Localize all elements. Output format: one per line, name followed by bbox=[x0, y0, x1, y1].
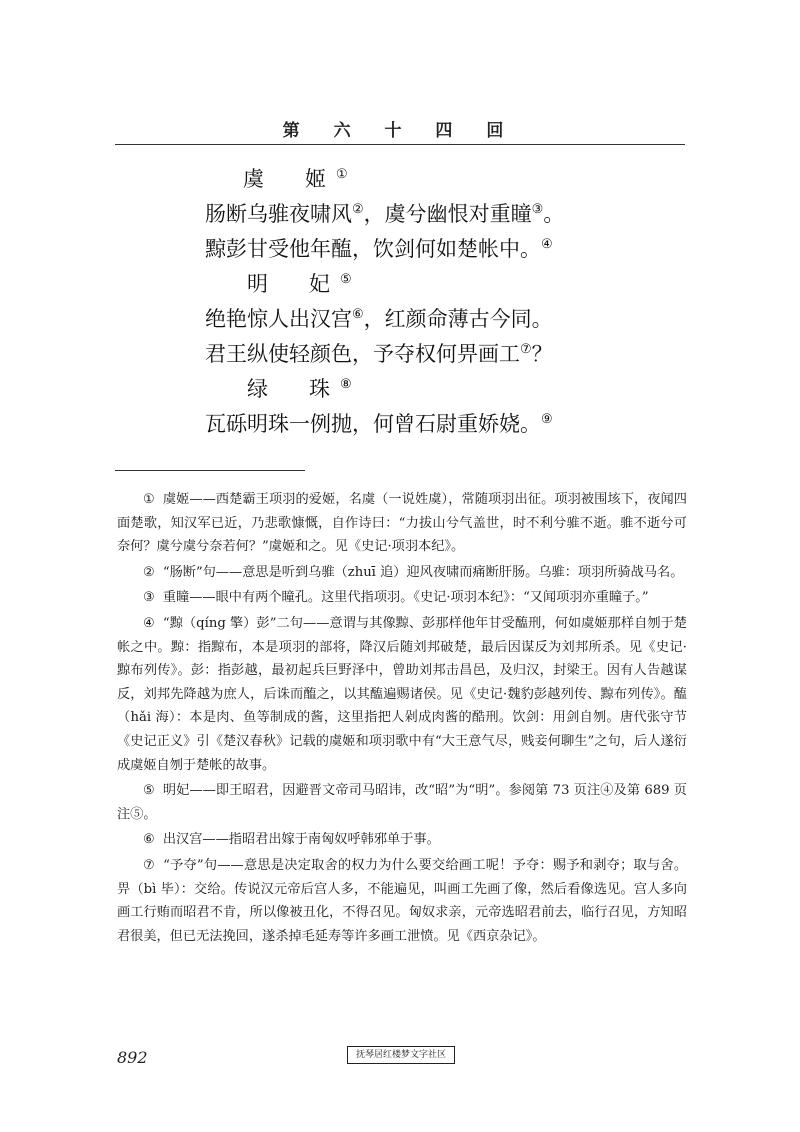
poem-title-yuji: 虞 姬① bbox=[243, 167, 348, 191]
footnote: ② “肠断”句——意思是听到乌骓（zhuī 追）迎风夜啸而痛断肝肠。乌骓：项羽所骑战马名。 bbox=[143, 564, 684, 580]
poem-line: 绝艳惊人出汉宫⑥，红颜命薄古今同。 bbox=[205, 307, 553, 331]
footnote: ③ 重瞳——眼中有两个瞳孔。这里代指项羽。《史记·项羽本纪》：“又闻项羽亦重瞳子。” bbox=[143, 590, 649, 606]
page-header-title: 第 六 十 四 回 bbox=[282, 121, 518, 141]
poem-line: 肠断乌骓夜啸风②，虞兮幽恨对重瞳③。 bbox=[205, 202, 565, 226]
poem-line: 瓦砾明珠一例抛，何曾石尉重娇娆。⑨ bbox=[205, 412, 553, 436]
footnote-ref: ⑨ bbox=[541, 412, 553, 427]
poem-title-lvzhu: 绿 珠⑧ bbox=[247, 377, 352, 401]
footnote: ⑥ 出汉宫——指昭君出嫁于南匈奴呼韩邪单于事。 bbox=[143, 832, 440, 848]
footnote: ⑦ “予夺”句——意思是决定取舍的权力为什么要交给画工呢！予夺：赐予和剥夺；取与舍。畀（bì 毕）：交给。传说汉元帝后宫人多，不能遍见，叫画工先画了像，然后看像选见。宫人多向画工行贿而昭君不肯，所以像被丑化，不得召见。匈奴求亲，元帝选昭君前去，临行召见，方知昭君很美，但已无法挽回，遂杀掉毛延寿等许多画工泄愤。见《西京杂记》。 bbox=[117, 857, 688, 944]
poem-block bbox=[205, 162, 605, 442]
footnotes bbox=[117, 488, 687, 950]
footnote-ref: ⑦ bbox=[520, 342, 532, 357]
footnote-ref: ⑧ bbox=[340, 377, 352, 392]
footnote-ref: ④ bbox=[541, 237, 553, 252]
header-divider bbox=[115, 144, 685, 145]
footnote-ref: ⑥ bbox=[352, 307, 364, 322]
footnote: ④ “黥（qíng 擎）彭”二句——意谓与其像黥、彭那样他年甘受醢刑，何如虞姬那样自刎于楚帐之中。黥：指黥布，本是项羽的部将，降汉后随刘邦破楚，最后因谋反为刘邦所杀。见《史记·黥布列传》。彭：指彭越，最初起兵巨野泽中，曾助刘邦击昌邑，及归汉，封梁王。因有人告越谋反，刘邦先降越为庶人，后诛而醢之，以其醢遍赐诸侯。见《史记·魏豹彭越列传、黥布列传》。醢（hǎi 海）：本是肉、鱼等制成的酱，这里指把人剁成肉酱的酷刑。饮剑：用剑自刎。唐代张守节《史记正义》引《楚汉春秋》记载的虞姬和项羽歌中有“大王意气尽，贱妾何聊生”之句，后人遂衍成虞姬自刎于楚帐的故事。 bbox=[117, 615, 687, 773]
footnote-divider bbox=[115, 470, 305, 471]
page-number: 892 bbox=[117, 1048, 148, 1067]
footnote: ⑤ 明妃——即王昭君，因避晋文帝司马昭讳，改“昭”为“明”。参阅第 73 页注④及第 689 页注⑤。 bbox=[117, 783, 687, 822]
poem-title-mingfei: 明 妃⑤ bbox=[247, 272, 352, 296]
footnote-ref: ① bbox=[336, 167, 348, 182]
footnote-ref: ⑤ bbox=[340, 272, 352, 287]
footnote-ref: ② bbox=[352, 202, 364, 217]
poem-line: 君王纵使轻颜色，予夺权何畀画工⑦？ bbox=[205, 342, 553, 366]
source-stamp: 抚琴居红楼梦文字社区 bbox=[347, 1046, 455, 1064]
poem-line: 黥彭甘受他年醢，饮剑何如楚帐中。④ bbox=[205, 237, 553, 261]
footnote-ref: ③ bbox=[531, 202, 544, 217]
footnote: ① 虞姬——西楚霸王项羽的爱姬，名虞（一说姓虞），常随项羽出征。项羽被围垓下，夜闻四面楚歌，知汉军已近，乃悲歌慷慨，自作诗曰：“力拔山兮气盖世，时不利兮骓不逝。骓不逝兮可奈何？虞兮虞兮奈若何？”虞姬和之。见《史记·项羽本纪》。 bbox=[117, 492, 687, 555]
